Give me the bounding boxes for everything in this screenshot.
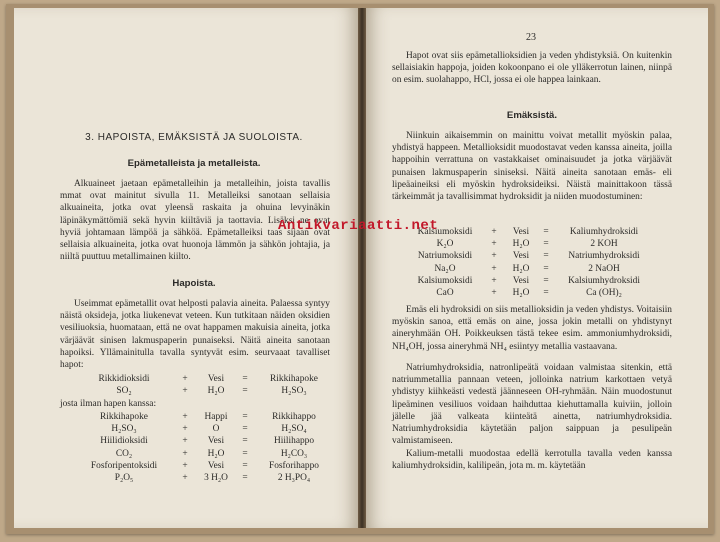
product: Fosforihappo [269, 460, 319, 471]
reactant-2: Vesi [207, 374, 225, 384]
equations-group-2 [74, 411, 334, 484]
equation-row [406, 287, 654, 299]
page-number: 23 [526, 32, 536, 43]
product: H₂CO₃ [280, 448, 308, 459]
plus-sign: + [182, 374, 188, 384]
equation-row [406, 263, 654, 275]
product: H₂SO₃ [281, 386, 307, 397]
equals-sign: = [242, 412, 248, 422]
equation-row [74, 448, 334, 460]
equations-bases [406, 226, 654, 299]
paragraph-hydroxide: Emäs eli hydroksidi on siis metallioksidin ja veden yhdistys. Voitaisiin myöskin sanoa, että emäs on aine, jossa jokin metalli on yhdistynyt aineryhmään OH. Poikkeuksen tästä tekee esim. ammoniumhydroksidi, NH₄OH, jossa aineryhmä NH₄ esiintyy metallia vastaavana. [392, 305, 672, 352]
product: Kalsiumhydroksidi [568, 275, 640, 286]
reactant-1: Kalsiumoksidi [417, 275, 473, 286]
equation-row [406, 250, 654, 262]
book-spread [6, 4, 714, 534]
reactant-1: Hiilidioksidi [100, 436, 148, 447]
equals-sign: = [242, 386, 248, 397]
equation-row [406, 275, 654, 287]
product: Rikkihappo [272, 412, 316, 422]
section-title: 3. HAPOISTA, EMÄKSISTÄ JA SUOLOISTA. [85, 132, 303, 143]
reactant-2: Vesi [207, 460, 225, 471]
plus-sign: + [182, 472, 188, 483]
equals-sign: = [543, 227, 549, 237]
reactant-1: Rikkihapoke [100, 412, 148, 422]
equals-sign: = [242, 424, 248, 435]
right-page [366, 8, 708, 528]
product: 2 NaOH [588, 263, 620, 274]
josta-line: josta ilman hapen kanssa: [60, 399, 157, 409]
subheading-metals: Epämetalleista ja metalleista. [127, 158, 261, 169]
plus-sign: + [182, 412, 188, 422]
paragraph-potassium: Kalium-metalli muodostaa edellä kerrotulla tavalla veden kanssa kaliumhydroksidin, kalilipeän, jota m. m. käytetään [392, 449, 672, 472]
reactant-2: 3 H₂O [204, 472, 228, 483]
watermark-text: Antikvariaatti.net [278, 218, 439, 234]
reactant-1: Kalsiumoksidi [417, 227, 473, 237]
reactant-1: Natriumoksidi [417, 251, 473, 262]
reactant-1: CaO [436, 287, 454, 298]
equals-sign: = [543, 263, 549, 274]
reactant-2: H₂O [512, 263, 530, 274]
reactant-2: Vesi [512, 227, 530, 237]
reactant-1: CO₂ [115, 448, 133, 459]
heading-bases: Emäksistä. [506, 110, 558, 121]
heading-acids: Hapoista. [172, 278, 216, 289]
equals-sign: = [543, 251, 549, 262]
equation-row [74, 385, 334, 397]
reactant-2: O [212, 424, 220, 435]
reactant-1: P₂O₅ [114, 472, 134, 483]
reactant-1: Na₂O [434, 263, 456, 274]
left-page [14, 8, 358, 528]
equals-sign: = [543, 239, 549, 250]
equals-sign: = [242, 448, 248, 459]
reactant-1: K₂O [436, 239, 454, 250]
reactant-2: H₂O [207, 386, 225, 397]
paragraph-acids: Useimmat epämetallit ovat helposti palavia aineita. Palaessa syntyy näistä oksideja, jotka liukenevat veteen. Kun tutkitaan näiden oksidien vesiliuoksia, huomataan, että ne ovat happamen makuisia aineita, jotka värjäävät sinisen lakmuspaperin punaiseksi. Näitä aineita sanotaan hapoiksi. Yllämainitulla tavalla syntyvät esim. seurvaaat tavalliset hapot: [60, 299, 330, 371]
equation-row [74, 435, 334, 447]
reactant-2: Vesi [207, 436, 225, 447]
equals-sign: = [543, 287, 549, 298]
reactant-1: H₂SO₃ [111, 424, 137, 435]
reactant-1: Fosforipentoksidi [90, 460, 158, 471]
reactant-2: H₂O [512, 287, 530, 298]
reactant-2: Vesi [512, 251, 530, 262]
reactant-2: H₂O [512, 239, 530, 250]
plus-sign: + [182, 436, 188, 447]
paragraph-metals: Alkuaineet jaetaan epämetalleihin ja metalleihin, joista tavallis mmat ovat mainitut sivulla 11. Metalleiksi sanotaan sellaisia alkuaineita, jotka ovat yleensä raskaita ja ohuina levyinäkin läpinäkymättömiä sekä hyvin kiiltäviä ja taottavia. Lisäksi ne ovat hyviä johtamaan lämpöä ja sähköä. Epämetalleiksi taas sijaan ovat sellaisia alkuaineita, jotka ovat huonoja lämmön ja sähkön johtajia, ja niiltä puuttuu metallimainen kiilto. [60, 179, 330, 263]
reactant-2: Happi [204, 412, 228, 422]
paragraph-acids-summary: Hapot ovat siis epämetallioksidien ja veden yhdistyksiä. On kuitenkin sellaisiakin happoja, joiden kokoonpano ei ole ylläkerrotun lainen, niinpä on esim. suolahappo, HCl, jossa ei ole happea lainkaan. [392, 51, 672, 86]
plus-sign: + [491, 227, 497, 237]
reactant-2: H₂O [207, 448, 225, 459]
plus-sign: + [182, 424, 188, 435]
equation-row [406, 238, 654, 250]
equals-sign: = [543, 275, 549, 286]
plus-sign: + [182, 386, 188, 397]
product: Natriumhydroksidi [568, 251, 640, 262]
product: Kaliumhydroksidi [569, 227, 639, 237]
reactant-1: SO₂ [116, 386, 132, 397]
equation-row [74, 472, 334, 484]
equals-sign: = [242, 460, 248, 471]
book-gutter [358, 8, 366, 528]
product: 2 KOH [590, 239, 618, 250]
equation-row [74, 373, 334, 385]
equals-sign: = [242, 472, 248, 483]
plus-sign: + [491, 251, 497, 262]
plus-sign: + [491, 239, 497, 250]
paragraph-sodium-hydroxide: Natriumhydroksidia, natronlipeätä voidaan valmistaa sitenkin, että natriummetallia pannaan veteen, jolloinka natrium karkottaen vetyä yhdistyy kiihkeästi vedestä jäänneseen OH-ryhmään. Näin muodostunut lipeäminen vesiliuos voidaan haihduttaa kiehuttamalla kuiviin, jolloin jälelle jää valkeata kiinteätä ainetta, natriumhydroksidia. Natriumhydroksidia käytetään paljon saippuan ja pesulipeän valmistamiseen. [392, 363, 672, 447]
plus-sign: + [491, 263, 497, 274]
equation-row [74, 423, 334, 435]
equals-sign: = [242, 374, 248, 384]
equation-row [406, 226, 654, 238]
product: 2 H₃PO₄ [277, 472, 311, 483]
equation-row [74, 411, 334, 423]
product: Hiilihappo [273, 436, 315, 447]
plus-sign: + [182, 448, 188, 459]
paragraph-bases: Niinkuin aikaisemmin on mainittu voivat metallit myöskin palaa, yhdistyä happeen. Metallioksidit muodostavat veden kanssa aineita, joilla happoihin verrattuna on vastakkaiset ominaisuudet ja jotka värjäävät punaisen lakmuspaperin siniseksi. Näitä aineita sanotaan emäs- eli lipeäaineiksi eli myöskin hydroksideiksi. Näistä mainittakoon tässä tärkeimmät ja tavallisimmat hydroksidit ja niiden muodostuminen: [392, 131, 672, 203]
equations-group-1 [74, 373, 334, 397]
plus-sign: + [491, 287, 497, 298]
equals-sign: = [242, 436, 248, 447]
product: Rikkihapoke [270, 374, 318, 384]
plus-sign: + [491, 275, 497, 286]
reactant-1: Rikkidioksidi [98, 374, 150, 384]
product: H₂SO₄ [281, 424, 307, 435]
product: Ca (OH)₂ [586, 287, 622, 298]
reactant-2: Vesi [512, 275, 530, 286]
plus-sign: + [182, 460, 188, 471]
equation-row [74, 460, 334, 472]
